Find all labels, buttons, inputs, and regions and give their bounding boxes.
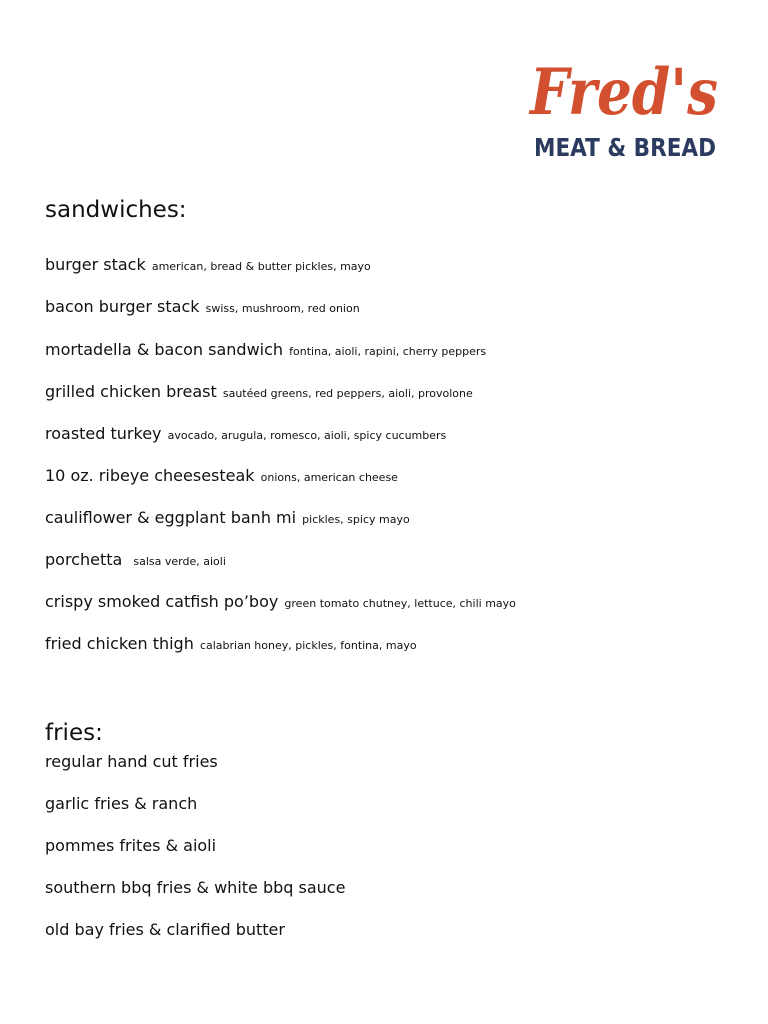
item-name: porchetta [45,550,123,569]
list-item [45,381,473,405]
item-name: grilled chicken breast [45,382,217,401]
list-item [45,296,360,320]
item-name: roasted turkey [45,424,162,443]
list-item [45,793,197,815]
item-name: crispy smoked catfish po’boy [45,592,279,611]
fries-heading: fries: [45,720,103,746]
freds-meat-and-bread-logo [528,44,724,162]
item-description: american, bread & butter pickles, mayo [151,260,371,273]
item-name: burger stack [45,255,146,274]
list-item [45,507,410,531]
list-item [45,751,218,773]
list-item [45,633,417,657]
item-description: green tomato chutney, lettuce, chili mayo [284,597,516,610]
item-description: fontina, aioli, rapini, cherry peppers [289,345,487,358]
item-name: 10 oz. ribeye cheesesteak [45,466,255,485]
list-item [45,919,285,941]
item-name: garlic fries & ranch [45,794,198,813]
item-name: old bay fries & clarified butter [45,920,285,939]
item-description: calabrian honey, pickles, fontina, mayo [199,639,417,652]
logo-script-text: Fred's [528,55,718,130]
item-name: fried chicken thigh [45,634,194,653]
list-item [45,423,446,447]
item-name: cauliflower & eggplant banh mi [45,508,297,527]
item-description: onions, american cheese [260,471,398,484]
item-name: bacon burger stack [45,297,200,316]
list-item [45,591,516,615]
item-name: pommes frites & aioli [45,836,217,855]
list-item [45,835,216,857]
item-name: mortadella & bacon sandwich [45,340,284,359]
list-item [45,549,226,573]
item-description: swiss, mushroom, red onion [205,302,360,315]
sandwiches-heading: sandwiches: [45,197,187,223]
item-description: pickles, spicy mayo [302,513,410,526]
item-name: southern bbq fries & white bbq sauce [45,878,346,897]
list-item [45,254,371,278]
list-item [45,465,398,489]
logo-tagline-text: MEAT & BREAD [534,133,716,162]
item-name: regular hand cut fries [45,752,218,771]
item-description: salsa verde, aioli [133,555,226,568]
item-description: avocado, arugula, romesco, aioli, spicy cucumbers [167,429,447,442]
list-item [45,339,486,363]
item-description: sautéed greens, red peppers, aioli, provolone [222,387,473,400]
list-item [45,877,345,899]
